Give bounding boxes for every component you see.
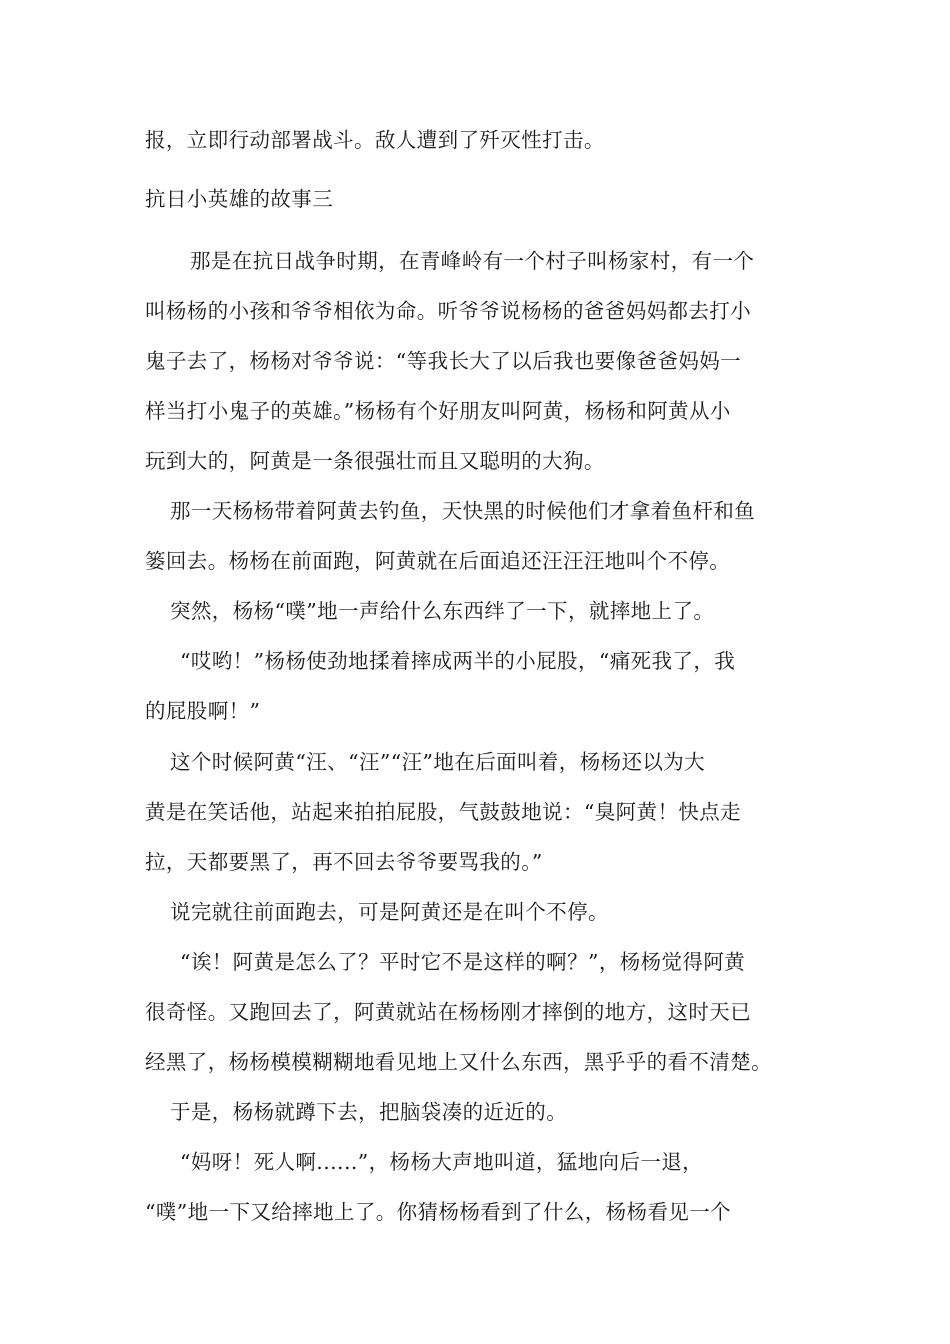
paragraph-line: 报，立即行动部署战斗。敌人遭到了歼灭性打击。 — [145, 128, 605, 152]
paragraph-line: 黄是在笑话他，站起来拍拍屁股，气鼓鼓地说：“臭阿黄！快点走 — [145, 800, 742, 824]
paragraph-line: 于是，杨杨就蹲下去，把脑袋凑的近近的。 — [170, 1100, 568, 1124]
paragraph-line: 很奇怪。又跑回去了，阿黄就站在杨杨刚才摔倒的地方，这时天已 — [145, 1000, 752, 1024]
paragraph-line: 拉，天都要黑了，再不回去爷爷要骂我的。” — [145, 850, 543, 874]
paragraph-line: 说完就往前面跑去，可是阿黄还是在叫个不停。 — [170, 900, 609, 924]
paragraph-line: 叫杨杨的小孩和爷爷相依为命。听爷爷说杨杨的爸爸妈妈都去打小 — [145, 299, 752, 323]
paragraph-line: 篓回去。杨杨在前面跑，阿黄就在后面追还汪汪汪地叫个不停。 — [145, 549, 731, 573]
paragraph-line: 样当打小鬼子的英雄。”杨杨有个好朋友叫阿黄，杨杨和阿黄从小 — [145, 399, 731, 423]
paragraph-line: 这个时候阿黄“汪、“汪”“汪”地在后面叫着，杨杨还以为大 — [170, 750, 706, 774]
paragraph-line: 的屁股啊！” — [145, 699, 261, 723]
paragraph-line: “噗”地一下又给摔地上了。你猜杨杨看到了什么，杨杨看见一个 — [145, 1200, 732, 1224]
paragraph-line: 玩到大的，阿黄是一条很强壮而且又聪明的大狗。 — [145, 449, 605, 473]
paragraph-line: 那一天杨杨带着阿黄去钓鱼，天快黑的时候他们才拿着鱼杆和鱼 — [170, 499, 756, 523]
section-heading: 抗日小英雄的故事三 — [145, 187, 334, 211]
paragraph-line: 那是在抗日战争时期，在青峰岭有一个村子叫杨家村，有一个 — [190, 249, 755, 273]
paragraph-line: 鬼子去了，杨杨对爷爷说：“等我长大了以后我也要像爸爸妈妈一 — [145, 349, 742, 373]
paragraph-line: “哎哟！”杨杨使劲地揉着摔成两半的小屁股，“痛死我了，我 — [180, 649, 736, 673]
paragraph-line: 突然，杨杨“噗”地一声给什么东西绊了一下，就摔地上了。 — [170, 599, 715, 623]
paragraph-line: 经黑了，杨杨模模糊糊地看见地上又什么东西，黑乎乎的看不清楚。 — [145, 1050, 772, 1074]
paragraph-line: “妈呀！死人啊......”，杨杨大声地叫道，猛地向后一退， — [180, 1150, 704, 1174]
paragraph-line: “诶！阿黄是怎么了？平时它不是这样的啊？”，杨杨觉得阿黄 — [180, 950, 746, 974]
